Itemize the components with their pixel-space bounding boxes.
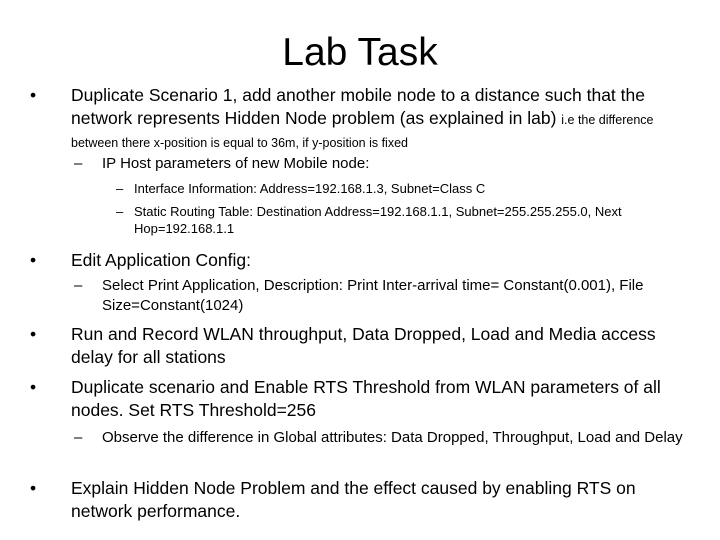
sub-sub-bullet-text: Interface Information: Address=192.168.1.3, Subnet=Class C (134, 181, 486, 196)
sub-sub-bullet-interface (116, 181, 676, 198)
slide-title: Lab Task (282, 31, 438, 74)
bullet-duplicate-scenario (30, 84, 685, 152)
sub-bullet-observe-difference (74, 428, 684, 448)
bullet-marker: • (30, 85, 37, 105)
sub-sub-bullet-routing (116, 204, 676, 238)
sub-bullet-text: Observe the difference in Global attributes: Data Dropped, Throughput, Load and Delay (102, 429, 683, 446)
bullet-run-record (30, 323, 685, 369)
sub-bullet-ip-host (74, 154, 684, 174)
bullet-text: Explain Hidden Node Problem and the effect caused by enabling RTS on network performance. (71, 478, 636, 521)
bullet-text: Duplicate scenario and Enable RTS Threshold from WLAN parameters of all nodes. Set RTS Threshold=256 (71, 377, 661, 420)
bullet-enable-rts (30, 376, 685, 422)
sub-sub-bullet-text: Static Routing Table: Destination Address=192.168.1.1, Subnet=255.255.255.0, Next Hop=192.168.1.1 (134, 204, 622, 236)
bullet-marker: • (30, 250, 37, 270)
sub-bullet-marker: – (74, 429, 83, 446)
bullet-marker: • (30, 377, 37, 397)
sub-bullet-print-application (74, 276, 684, 315)
bullet-marker: • (30, 478, 37, 498)
bullet-edit-application (30, 249, 685, 272)
bullet-text: Duplicate Scenario 1, add another mobile node to a distance such that the network represents Hidden Node problem (as explained in lab) (71, 85, 645, 128)
sub-bullet-text: Select Print Application, Description: Print Inter-arrival time= Constant(0.001), File Size=Constant(1024) (102, 277, 644, 314)
bullet-explain-hidden-node (30, 477, 685, 523)
sub-bullet-marker: – (74, 277, 83, 294)
bullet-text: Run and Record WLAN throughput, Data Dropped, Load and Media access delay for all stations (71, 324, 656, 367)
sub-bullet-text: IP Host parameters of new Mobile node: (102, 155, 370, 172)
bullet-marker: • (30, 324, 37, 344)
bullet-note: i.e the difference between there x-position is equal to 36m, if y-position is fixed (71, 112, 654, 150)
bullet-text: Edit Application Config: (71, 250, 251, 270)
sub-bullet-marker: – (74, 155, 83, 172)
sub-sub-bullet-marker: – (116, 181, 124, 196)
sub-sub-bullet-marker: – (116, 204, 124, 219)
